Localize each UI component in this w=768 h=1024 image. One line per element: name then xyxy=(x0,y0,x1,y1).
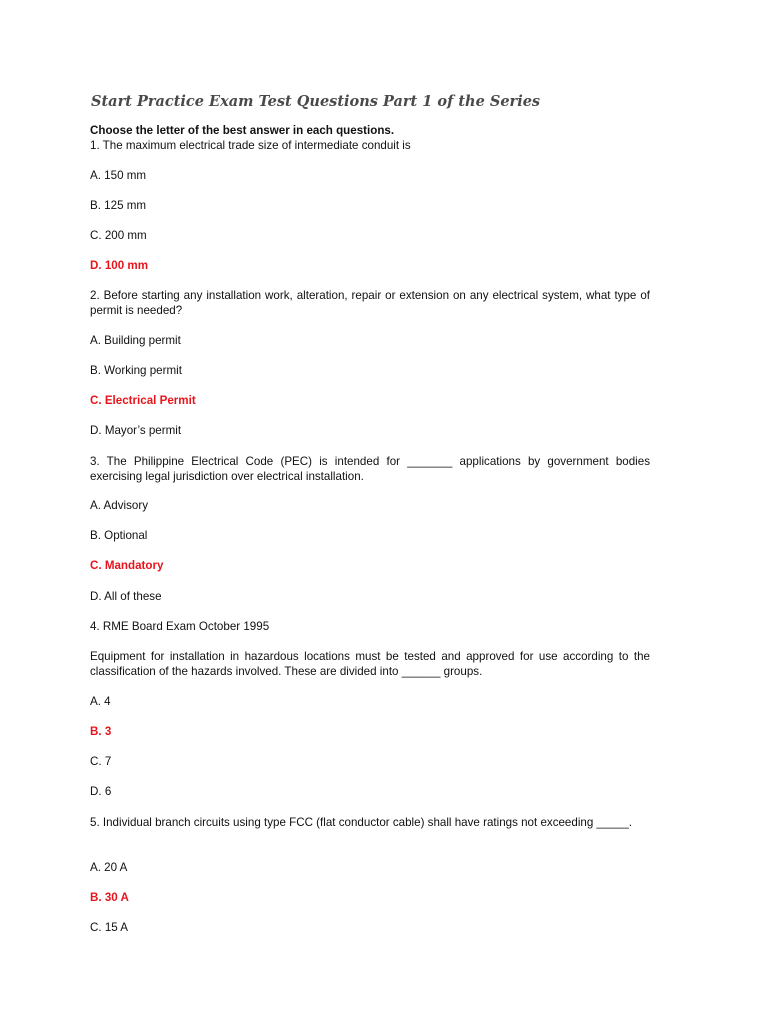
q5-option-a: A. 20 A xyxy=(90,861,128,874)
question-4-heading: 4. RME Board Exam October 1995 xyxy=(90,620,270,633)
q2-option-d: D. Mayor’s permit xyxy=(90,424,182,437)
q4-option-c: C. 7 xyxy=(90,755,112,768)
q2-option-a: A. Building permit xyxy=(90,334,181,347)
q5-option-b-correct: B. 30 A xyxy=(90,891,129,904)
q2-option-b: B. Working permit xyxy=(90,364,182,377)
page-title: Start Practice Exam Test Questions Part 1 of the Series xyxy=(91,93,541,110)
q1-option-a: A. 150 mm xyxy=(90,169,147,182)
instruction-text: Choose the letter of the best answer in each questions. xyxy=(90,124,395,137)
q1-option-d-correct: D. 100 mm xyxy=(90,259,148,272)
question-1: 1. The maximum electrical trade size of intermediate conduit is xyxy=(90,139,411,152)
q4-option-d: D. 6 xyxy=(90,785,112,798)
q5-option-c: C. 15 A xyxy=(90,921,129,934)
question-5: 5. Individual branch circuits using type FCC (flat conductor cable) shall have ratings not exceeding _____. xyxy=(90,816,632,829)
q3-option-a: A. Advisory xyxy=(90,499,148,512)
q2-option-c-correct: C. Electrical Permit xyxy=(90,394,196,407)
q3-option-d: D. All of these xyxy=(90,590,162,603)
q4-option-a: A. 4 xyxy=(90,695,111,708)
q3-option-b: B. Optional xyxy=(90,529,148,542)
question-3: 3. The Philippine Electrical Code (PEC) is intended for _______ applications by government bodies exercising legal jurisdiction over electrical installation. xyxy=(90,455,650,483)
q4-option-b-correct: B. 3 xyxy=(90,725,112,738)
q1-option-b: B. 125 mm xyxy=(90,199,147,212)
q1-option-c: C. 200 mm xyxy=(90,229,147,242)
question-2: 2. Before starting any installation work, alteration, repair or extension on any electrical system, what type of permit is needed? xyxy=(90,289,650,317)
question-4: Equipment for installation in hazardous locations must be tested and approved for use according to the classification of the hazards involved. These are divided into ______ groups. xyxy=(90,650,650,678)
q3-option-c-correct: C. Mandatory xyxy=(90,559,164,572)
